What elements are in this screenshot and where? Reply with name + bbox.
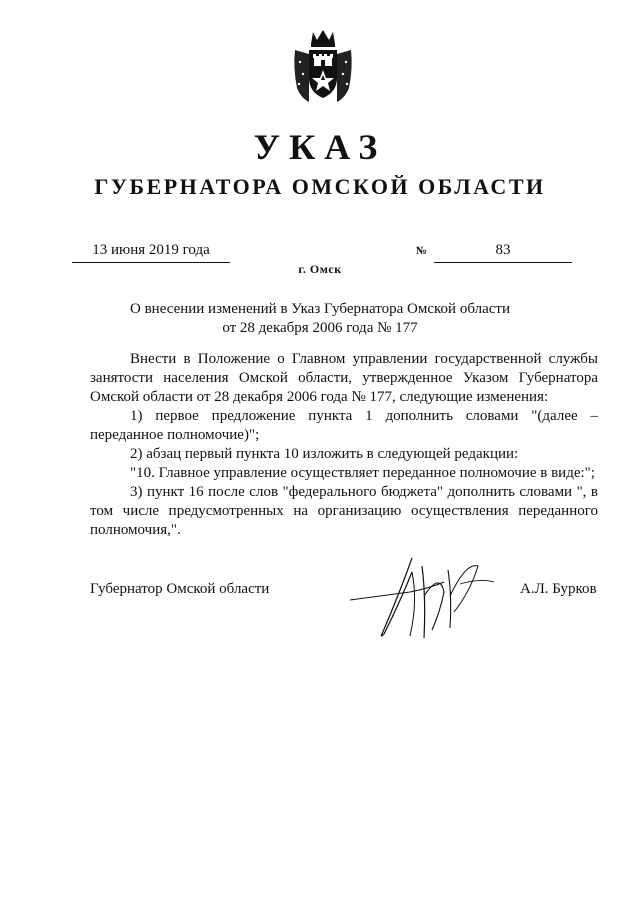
body-paragraph: 3) пункт 16 после слов "федерального бюджета" дополнить словами ", в том числе предусмотренных на организацию осуществления переданного полномочия,". [90,484,598,538]
body-paragraph: 1) первое предложение пункта 1 дополнить словами "(далее – переданное полномочие)"; [90,408,598,443]
body-paragraph: 2) абзац первый пункта 10 изложить в следующей редакции: [130,446,519,462]
document-subject [60,300,580,338]
body-paragraph: "10. Главное управление осуществляет переданное полномочие в виде:"; [130,465,595,481]
signer-position: Губернатор Омской области [90,581,270,597]
signature-icon [340,552,500,642]
subject-line: О внесении изменений в Указ Губернатора Омской области [130,301,510,317]
number-label: № [416,245,428,257]
document-body [90,350,598,540]
signer-name: А.Л. Бурков [520,581,597,597]
subject-line: от 28 декабря 2006 года № 177 [222,320,418,336]
document-number: 83 [434,240,572,263]
city: г. Омск [298,262,342,276]
body-paragraph: Внести в Положение о Главном управлении государственной службы занятости населения Омской области, утвержденное Указом Губернатора Омской области от 28 декабря 2006 года № 177, следующие изменения: [90,351,598,405]
document-date: 13 июня 2019 года [72,240,230,263]
document-subheading: ГУБЕРНАТОРА ОМСКОЙ ОБЛАСТИ [94,174,546,199]
document-heading: УКАЗ [253,127,387,167]
coat-of-arms-icon [291,28,355,104]
